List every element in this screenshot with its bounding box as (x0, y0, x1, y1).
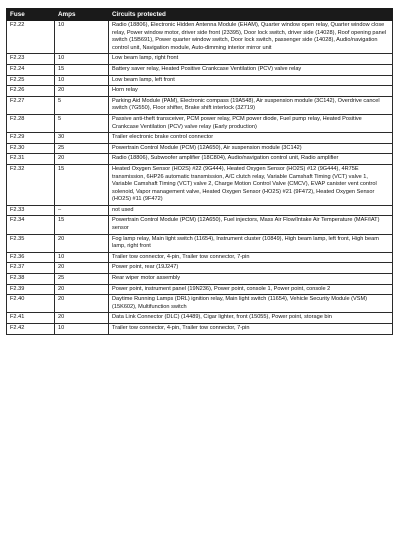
circuits-cell: Trailer tow connector, 4-pin, Trailer tow connector, 7-pin (109, 324, 393, 335)
fuse-cell: F2.28 (7, 114, 55, 132)
header-row (7, 9, 393, 21)
amps-cell: 20 (55, 263, 109, 274)
fuse-cell: F2.32 (7, 164, 55, 205)
circuits-cell: Daytime Running Lamps (DRL) ignition relay, Main light switch (11654), Vehicle Security Module (VSM) (15K602), Multifunction switch (109, 295, 393, 313)
amps-cell: 15 (55, 164, 109, 205)
table-row (7, 21, 393, 54)
circuits-cell: Powertrain Control Module (PCM) (12A650), Fuel injectors, Mass Air Flow/Intake Air Temperature (MAF/IAT) sensor (109, 216, 393, 234)
amps-cell: 25 (55, 274, 109, 285)
circuits-cell: Heated Oxygen Sensor (HO2S) #22 (9G444), Heated Oxygen Sensor (HO2S) #12 (9G444), 4R75E transmission, 6HP26 automatic transmission, A/C clutch relay, Variable Camshaft Timing (VCT) valve 1, Variable Camshaft Timing (VCT) valve 2, Charge Motion Control Valve (CMCV), EVAP canister vent control solenoid, Vapor management valve, Heated Oxygen Sensor (HO2S) #21 (9F472), Heated Oxygen Sensor (HO2S) #11 (9F472) (109, 164, 393, 205)
amps-cell: 20 (55, 313, 109, 324)
circuits-cell: Parking Aid Module (PAM), Electronic compass (19A548), Air suspension module (3C142), Overdrive cancel switch (7G550), Floor shifter, Brake shift interlock (3Z719) (109, 96, 393, 114)
fuse-cell: F2.22 (7, 21, 55, 54)
circuits-cell: Trailer electronic brake control connector (109, 133, 393, 144)
circuits-cell: Radio (18806), Electronic Hidden Antenna Module (EHAM), Quarter window open relay, Quarter window close relay, Power window motor, driver side front (23395), Door lock switch, driver side (14028), Roof opening panel switch (15B691), Power quarter window switch, Door lock switch, passenger side (14028), Audio/navigation control unit, Navigation module, Auto-dimming interior mirror unit (109, 21, 393, 54)
amps-cell: 10 (55, 21, 109, 54)
fuse-rows (7, 21, 393, 335)
table-row (7, 96, 393, 114)
circuits-cell: not used (109, 205, 393, 216)
fuse-cell: F2.35 (7, 234, 55, 252)
table-row (7, 143, 393, 154)
table-row (7, 75, 393, 86)
amps-cell: 10 (55, 75, 109, 86)
table-row (7, 86, 393, 97)
fuse-cell: F2.34 (7, 216, 55, 234)
amps-cell: – (55, 205, 109, 216)
table-row (7, 252, 393, 263)
circuits-cell: Low beam lamp, left front (109, 75, 393, 86)
fuse-cell: F2.36 (7, 252, 55, 263)
header-circuits: Circuits protected (109, 9, 393, 21)
amps-cell: 20 (55, 154, 109, 165)
amps-cell: 10 (55, 54, 109, 65)
table-row (7, 54, 393, 65)
table-row (7, 324, 393, 335)
circuits-cell: Horn relay (109, 86, 393, 97)
fuse-cell: F2.40 (7, 295, 55, 313)
table-row (7, 64, 393, 75)
table-row (7, 114, 393, 132)
table-row (7, 284, 393, 295)
header-amps: Amps (55, 9, 109, 21)
fuse-cell: F2.23 (7, 54, 55, 65)
fuse-cell: F2.31 (7, 154, 55, 165)
circuits-cell: Battery saver relay, Heated Positive Crankcase Ventilation (PCV) valve relay (109, 64, 393, 75)
amps-cell: 5 (55, 96, 109, 114)
fuse-cell: F2.41 (7, 313, 55, 324)
amps-cell: 30 (55, 133, 109, 144)
table-row (7, 154, 393, 165)
amps-cell: 15 (55, 64, 109, 75)
fuse-cell: F2.30 (7, 143, 55, 154)
amps-cell: 20 (55, 284, 109, 295)
fuse-cell: F2.25 (7, 75, 55, 86)
amps-cell: 5 (55, 114, 109, 132)
fuse-cell: F2.42 (7, 324, 55, 335)
fuse-table (6, 8, 393, 335)
circuits-cell: Powertrain Control Module (PCM) (12A650), Air suspension module (3C142) (109, 143, 393, 154)
table-row (7, 216, 393, 234)
fuse-cell: F2.39 (7, 284, 55, 295)
amps-cell: 20 (55, 234, 109, 252)
table-row (7, 164, 393, 205)
fuse-cell: F2.26 (7, 86, 55, 97)
amps-cell: 10 (55, 252, 109, 263)
amps-cell: 25 (55, 143, 109, 154)
circuits-cell: Trailer tow connector, 4-pin, Trailer tow connector, 7-pin (109, 252, 393, 263)
circuits-cell: Power point, instrument panel (19N236), Power point, console 1, Power point, console 2 (109, 284, 393, 295)
circuits-cell: Power point, rear (19J247) (109, 263, 393, 274)
fuse-cell: F2.29 (7, 133, 55, 144)
circuits-cell: Low beam lamp, right front (109, 54, 393, 65)
header-fuse: Fuse (7, 9, 55, 21)
amps-cell: 20 (55, 86, 109, 97)
table-row (7, 313, 393, 324)
circuits-cell: Data Link Connector (DLC) (14489), Cigar lighter, front (15055), Power point, storage bin (109, 313, 393, 324)
fuse-cell: F2.38 (7, 274, 55, 285)
amps-cell: 15 (55, 216, 109, 234)
table-row (7, 295, 393, 313)
table-row (7, 263, 393, 274)
table-row (7, 234, 393, 252)
circuits-cell: Rear wiper motor assembly (109, 274, 393, 285)
table-row (7, 205, 393, 216)
fuse-cell: F2.27 (7, 96, 55, 114)
circuits-cell: Passive anti-theft transceiver, PCM power relay, PCM power diode, Fuel pump relay, Heated Positive Crankcase Ventilation (PCV) valve relay (Early production) (109, 114, 393, 132)
table-row (7, 133, 393, 144)
circuits-cell: Radio (18806), Subwoofer amplifier (18C804), Audio/navigation control unit, Radio amplifier (109, 154, 393, 165)
circuits-cell: Fog lamp relay, Main light switch (11654), Instrument cluster (10849), High beam lamp, left front, High beam lamp, right front (109, 234, 393, 252)
fuse-cell: F2.24 (7, 64, 55, 75)
amps-cell: 10 (55, 324, 109, 335)
fuse-cell: F2.33 (7, 205, 55, 216)
fuse-cell: F2.37 (7, 263, 55, 274)
amps-cell: 20 (55, 295, 109, 313)
table-row (7, 274, 393, 285)
